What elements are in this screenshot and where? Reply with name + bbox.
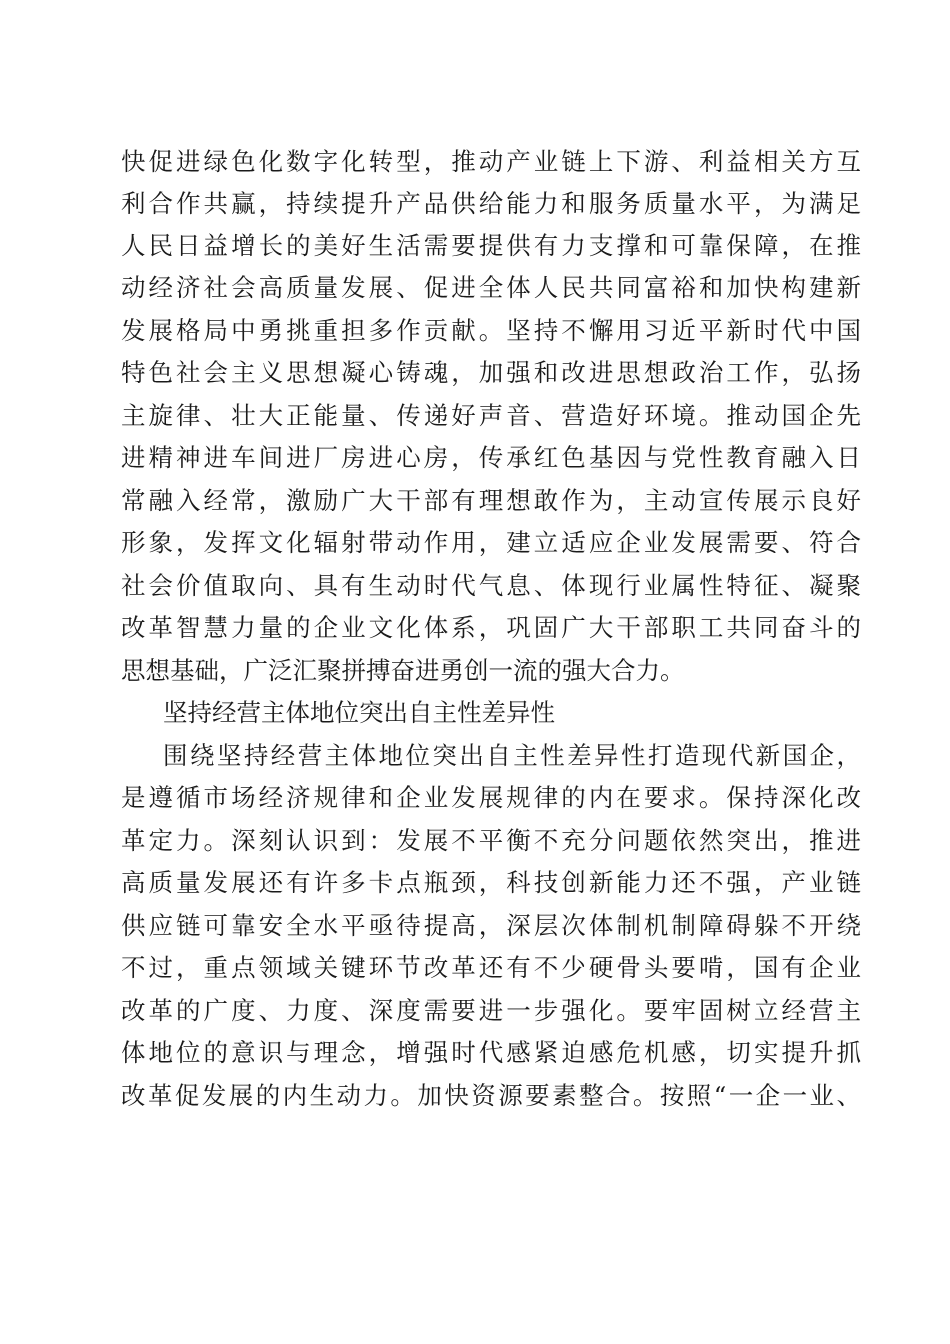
paragraph-line: 改革智慧力量的企业文化体系，巩固广大干部职工共同奋斗的 bbox=[121, 613, 861, 642]
paragraph-line: 高质量发展还有许多卡点瓶颈，科技创新能力还不强，产业链 bbox=[121, 868, 861, 897]
paragraph-line: 快促进绿色化数字化转型，推动产业链上下游、利益相关方互 bbox=[121, 147, 861, 176]
section-heading: 坚持经营主体地位突出自主性差异性 bbox=[163, 698, 555, 727]
paragraph-line: 主旋律、壮大正能量、传递好声音、营造好环境。推动国企先 bbox=[121, 401, 861, 430]
paragraph-line: 改革的广度、力度、深度需要进一步强化。要牢固树立经营主 bbox=[121, 996, 861, 1025]
paragraph-line: 常融入经常，激励广大干部有理想敢作为，主动宣传展示良好 bbox=[121, 486, 861, 515]
paragraph-line: 利合作共赢，持续提升产品供给能力和服务质量水平，为满足 bbox=[121, 189, 861, 218]
paragraph-line: 体地位的意识与理念，增强时代感紧迫感危机感，切实提升抓 bbox=[121, 1038, 861, 1067]
paragraph-line: 人民日益增长的美好生活需要提供有力支撑和可靠保障，在推 bbox=[121, 231, 861, 260]
paragraph-line: 革定力。深刻认识到：发展不平衡不充分问题依然突出，推进 bbox=[121, 826, 861, 855]
paragraph-line: 发展格局中勇挑重担多作贡献。坚持不懈用习近平新时代中国 bbox=[121, 316, 861, 345]
paragraph-line: 不过，重点领域关键环节改革还有不少硬骨头要啃，国有企业 bbox=[121, 953, 861, 982]
paragraph-line: 是遵循市场经济规律和企业发展规律的内在要求。保持深化改 bbox=[121, 783, 861, 812]
paragraph-line: 进精神进车间进厂房进心房，传承红色基因与党性教育融入日 bbox=[121, 443, 861, 472]
paragraph-line: 特色社会主义思想凝心铸魂，加强和改进思想政治工作，弘扬 bbox=[121, 358, 861, 387]
paragraph-line: 形象，发挥文化辐射带动作用，建立适应企业发展需要、符合 bbox=[121, 528, 861, 557]
paragraph-line: 社会价值取向、具有生动时代气息、体现行业属性特征、凝聚 bbox=[121, 571, 861, 600]
paragraph-line: 动经济社会高质量发展、促进全体人民共同富裕和加快构建新 bbox=[121, 273, 861, 302]
paragraph-line: 围绕坚持经营主体地位突出自主性差异性打造现代新国企， bbox=[163, 741, 861, 770]
paragraph-line: 思想基础，广泛汇聚拼搏奋进勇创一流的强大合力。 bbox=[121, 656, 685, 685]
paragraph-line: 供应链可靠安全水平亟待提高，深层次体制机制障碍躲不开绕 bbox=[121, 911, 861, 940]
paragraph-line: 改革促发展的内生动力。加快资源要素整合。按照“一企一业、 bbox=[121, 1081, 861, 1110]
